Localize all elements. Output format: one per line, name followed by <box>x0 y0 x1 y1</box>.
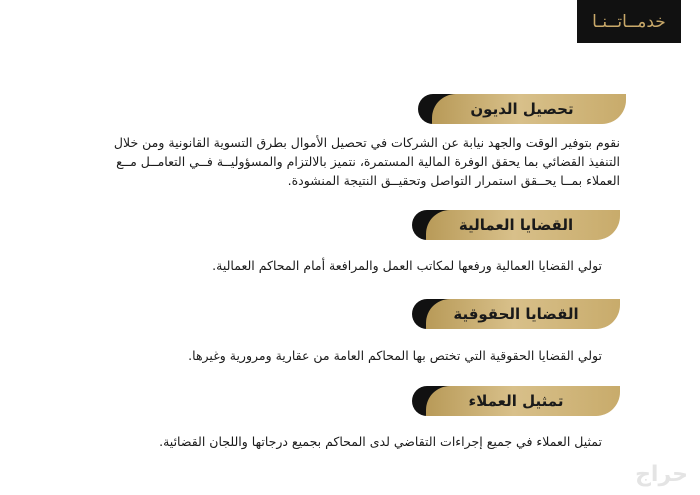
section-title-rights-cases: القضايا الحقوقية <box>453 305 579 323</box>
services-title: خدمــاتــنـا <box>592 11 666 32</box>
text-line: التنفيذ القضائي بما يحقق الوفرة المالية المستمرة، نتميز بالالتزام والمسؤوليــة فــي التعامــل مــع <box>116 154 620 169</box>
section-bar-debt-collection <box>418 94 626 124</box>
text-line: العملاء بمــا يحــقق استمرار التواصل وتحقيــق النتيجة المنشودة. <box>287 173 620 188</box>
section-title-client-representation: تمثيل العملاء <box>468 392 564 410</box>
section-title-debt-collection: تحصيل الديون <box>470 100 574 118</box>
watermark-logo: حراج <box>635 462 688 487</box>
text-line: تمثيل العملاء في جميع إجراءات التقاضي لدى المحاكم بجميع درجاتها واللجان القضائية. <box>159 434 602 449</box>
section-bar-client-representation <box>412 386 620 416</box>
section-bar-rights-cases <box>412 299 620 329</box>
section-title-labor-cases: القضايا العمالية <box>458 216 574 234</box>
services-header <box>577 0 681 43</box>
text-line: نقوم بتوفير الوقت والجهد نيابة عن الشركات في تحصيل الأموال بطرق التسوية القانونية ومن خلال <box>113 135 620 150</box>
section-text-debt-collection <box>60 133 620 190</box>
section-text-rights-cases <box>82 346 602 365</box>
section-bar-labor-cases <box>412 210 620 240</box>
section-text-labor-cases <box>82 256 602 275</box>
text-line: تولي القضايا العمالية ورفعها لمكاتب العمل والمرافعة أمام المحاكم العمالية. <box>212 258 602 273</box>
section-text-client-representation <box>62 432 602 451</box>
text-line: تولي القضايا الحقوقية التي تختص بها المحاكم العامة من عقارية ومرورية وغيرها. <box>188 348 602 363</box>
